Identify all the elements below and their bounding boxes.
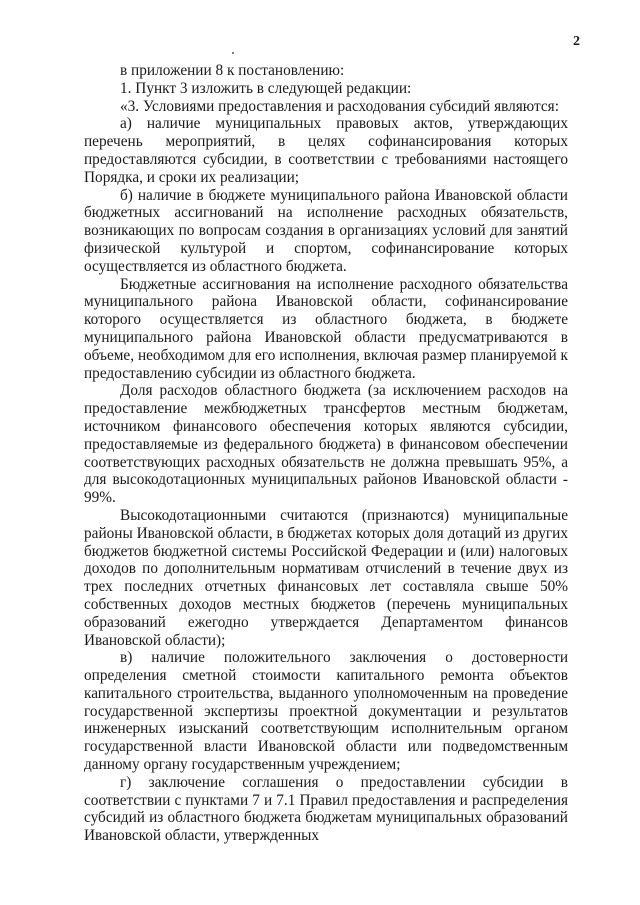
paragraph-condition-g: г) заключение соглашения о предоставлении субсидии в соответствии с пунктами 7 и 7.1 Правил предоставления и распределения субсидий из областного бюджета бюджетам муниципальных образований Ивановской области, утвержденных bbox=[84, 773, 568, 845]
paragraph-budget-allocations: Бюджетные ассигнования на исполнение расходного обязательства муниципального района Ивановской области, софинансирование которого осуществляется из областного бюджета, в бюджете муниципального района Ивановской области предусматриваются в объеме, необходимом для его исполнения, включая размер планируемой к предоставлению субсидии из областного бюджета. bbox=[84, 275, 568, 382]
document-body bbox=[84, 62, 568, 845]
paragraph-high-subsidy-definition: Высокодотационными считаются (признаются) муниципальные районы Ивановской области, в бюджетах которых доля дотаций из других бюджетов бюджетной системы Российской Федерации и (или) налоговых доходов по дополнительным нормативам отчислений в течение двух из трех последних отчетных финансовых лет составляла свыше 50% собственных доходов местных бюджетов (перечень муниципальных образований ежегодно утверждается Департаментом финансов Ивановской области); bbox=[84, 506, 568, 649]
paragraph-expense-share: Доля расходов областного бюджета (за исключением расходов на предоставление межбюджетных трансфертов местным бюджетам, источником финансового обеспечения которых являются субсидии, предоставляемые из федерального бюджета) в финансовом обеспечении соответствующих расходных обязательств не должна превышать 95%, а для высокодотационных муниципальных районов Ивановской области - 99%. bbox=[84, 382, 568, 507]
paragraph-clause-3-heading: «3. Условиями предоставления и расходования субсидий являются: bbox=[120, 97, 559, 115]
paragraph-condition-b: б) наличие в бюджете муниципального района Ивановской области бюджетных ассигнований на исполнение расходных обязательств, возникающих по вопросам создания в организациях условий для занятий физической культурой и спортом, софинансирование которых осуществляется из областного бюджета. bbox=[84, 186, 568, 275]
page-number: 2 bbox=[573, 34, 580, 49]
paragraph-item-1: 1. Пункт 3 изложить в следующей редакции: bbox=[120, 79, 412, 97]
paragraph-appendix-ref: в приложении 8 к постановлению: bbox=[120, 62, 345, 79]
scan-speck bbox=[232, 52, 234, 54]
paragraph-condition-v: в) наличие положительного заключения о достоверности определения сметной стоимости капитального ремонта объектов капитального строительства, выданного уполномоченным на проведение государственной экспертизы проектной документации и результатов инженерных изысканий соответствующим исполнительным органом государственной власти Ивановской области или подведомственным данному органу государственным учреждением; bbox=[84, 649, 568, 774]
paragraph-condition-a: а) наличие муниципальных правовых актов, утверждающих перечень мероприятий, в целях софинансирования которых предоставляются субсидии, в соответствии с требованиями настоящего Порядка, и сроки их реализации; bbox=[84, 115, 568, 186]
